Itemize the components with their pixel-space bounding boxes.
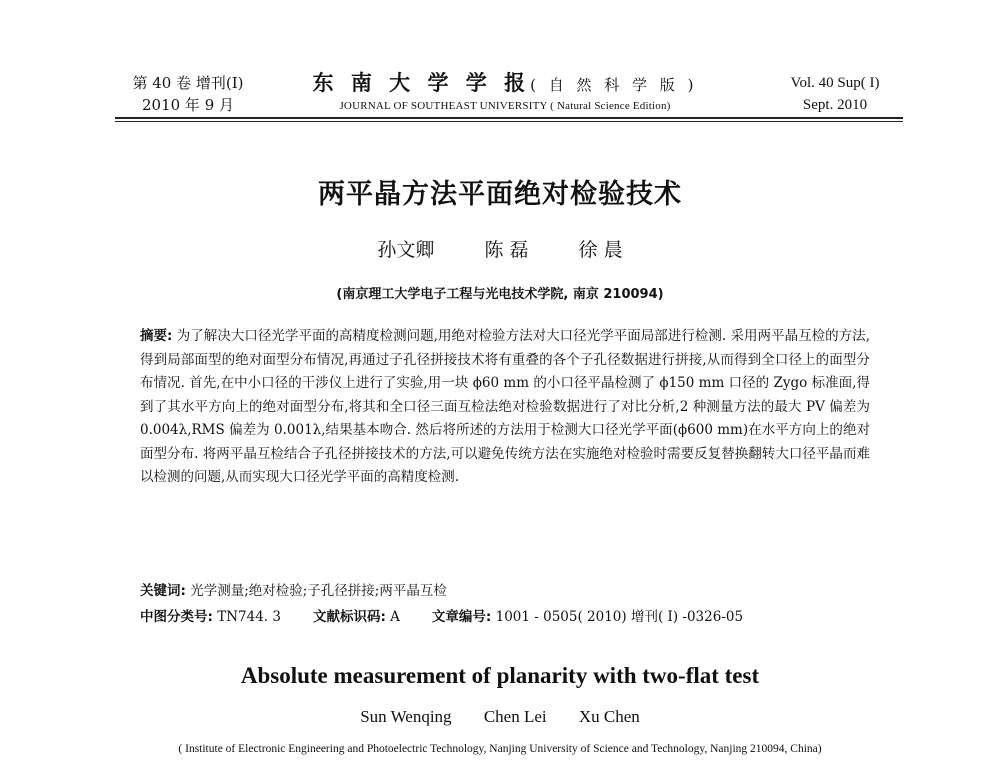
abstract-label: 摘要: bbox=[140, 328, 173, 344]
journal-name-cn: 东 南 大 学 学 报 bbox=[312, 70, 531, 95]
article-no-value: 1001 - 0505( 2010) 增刊( I) -0326-05 bbox=[491, 609, 744, 625]
classification-line bbox=[140, 606, 900, 628]
author-en-3: Xu Chen bbox=[578, 707, 640, 726]
author-cn-3: 徐 晨 bbox=[578, 239, 623, 261]
clc-label: 中图分类号: bbox=[140, 609, 213, 625]
affiliation-en: ( Institute of Electronic Engineering and Photoelectric Technology, Nanjing University of Science and Technology, Nanjing 210094, China) bbox=[178, 743, 822, 755]
volume-info bbox=[118, 72, 258, 116]
paper-title-en: Absolute measurement of planarity with two-flat test bbox=[240, 663, 760, 688]
journal-edition-cn: ( 自 然 科 学 版 ) bbox=[530, 76, 698, 94]
author-en-1: Sun Wenqing bbox=[360, 707, 452, 726]
clc-number bbox=[140, 606, 281, 628]
authors-cn bbox=[0, 235, 1000, 262]
keywords-label: 关键词: bbox=[140, 583, 186, 599]
abstract-cn bbox=[140, 325, 870, 490]
header-rule-thin bbox=[115, 121, 903, 122]
volume-cn: 第 40 卷 增刊(I) bbox=[132, 74, 244, 92]
journal-title-cn bbox=[295, 70, 715, 98]
header-rule-thick bbox=[115, 117, 903, 119]
article-number bbox=[432, 606, 743, 628]
clc-value: TN744. 3 bbox=[212, 609, 281, 625]
doc-code bbox=[313, 606, 400, 628]
author-cn-1: 孙文卿 bbox=[377, 239, 435, 261]
keywords-cn bbox=[140, 580, 870, 602]
article-no-label: 文章编号: bbox=[431, 609, 492, 625]
affiliation-cn: (南京理工大学电子工程与光电技术学院, 南京 210094) bbox=[336, 287, 664, 302]
volume-en: Vol. 40 Sup( I) bbox=[790, 75, 880, 91]
date-cn: 2010 年 9 月 bbox=[141, 96, 235, 114]
journal-header bbox=[295, 70, 715, 114]
volume-info-en bbox=[760, 72, 910, 116]
date-en: Sept. 2010 bbox=[802, 97, 868, 113]
doc-code-value: A bbox=[385, 609, 400, 625]
doc-code-label: 文献标识码: bbox=[312, 609, 386, 625]
author-en-2: Chen Lei bbox=[483, 707, 547, 726]
keywords-text: 光学测量;绝对检验;子孔径拼接;两平晶互检 bbox=[185, 583, 447, 599]
author-cn-2: 陈 磊 bbox=[484, 239, 529, 261]
abstract-text: 为了解决大口径光学平面的高精度检测问题,用绝对检验方法对大口径光学平面局部进行检测. 采用两平晶互检的方法,得到局部面型的绝对面型分布情况,再通过子孔径拼接技术将有重叠的各个子孔径数据进行拼接,从而得到全口径上的面型分布情况. 首先,在中小口径的干涉仪上进行了实验,用一块 ϕ60 mm 的小口径平晶检测了 ϕ150 mm 口径的 Zygo 标准面,得到了其水平方向上的绝对面型分布,将其和全口径三面互检法绝对检验数据进行了对比分析,2 种测量方法的最大 PV 偏差为 0.004λ,RMS 偏差为 0.001λ,结果基本吻合. 然后将所述的方法用于检测大口径光学平面(ϕ600 mm)在水平方向上的绝对面型分布. 将两平晶互检结合子孔径拼接技术的方法,可以避免传统方法在实施绝对检验时需要反复替换翻转大口径平晶而难以检测的问题,从而实现大口径光学平面的高精度检测. bbox=[140, 328, 870, 485]
paper-title-cn: 两平晶方法平面绝对检验技术 bbox=[318, 179, 682, 210]
authors-en bbox=[0, 707, 1000, 727]
journal-title-en: JOURNAL OF SOUTHEAST UNIVERSITY ( Natural Science Edition) bbox=[339, 100, 671, 112]
